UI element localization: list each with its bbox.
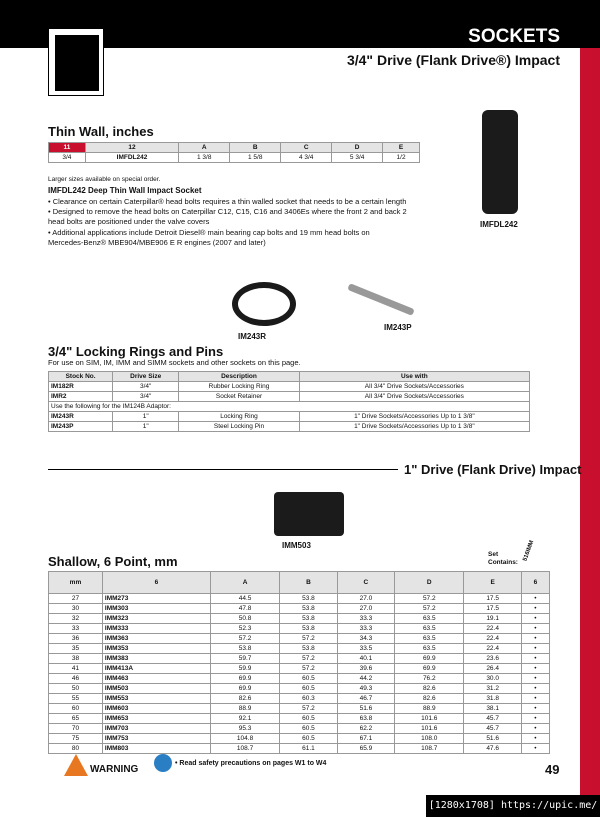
cell: All 3/4" Drive Sockets/Accessories <box>299 392 529 402</box>
cell: 33.3 <box>337 614 394 624</box>
table-row <box>49 704 550 714</box>
cell: IMM463 <box>102 674 210 684</box>
cell: 27.0 <box>337 594 394 604</box>
cell: 80 <box>49 744 103 754</box>
cell: 1" Drive Sockets/Accessories Up to 1 3/8" <box>299 412 529 422</box>
table-row <box>49 694 550 704</box>
product-label: IMFDL242 <box>480 220 518 229</box>
cell: IMM353 <box>102 644 210 654</box>
cell: 65.9 <box>337 744 394 754</box>
cell: 108.7 <box>395 744 464 754</box>
cell: 45.7 <box>464 714 521 724</box>
cell: 63.5 <box>395 614 464 624</box>
safety-note: • Read safety precautions on pages W1 to W4 <box>175 760 327 767</box>
cell: 33 <box>49 624 103 634</box>
cell: 41 <box>49 664 103 674</box>
cell: 17.5 <box>464 604 521 614</box>
cell: • <box>521 624 549 634</box>
table-row <box>49 634 550 644</box>
deep-socket-image <box>482 110 518 214</box>
thin-wall-title: Thin Wall, inches <box>48 124 154 139</box>
cell: 33.5 <box>337 644 394 654</box>
cell: 38.1 <box>464 704 521 714</box>
cell: 32 <box>49 614 103 624</box>
cell: 69.9 <box>395 664 464 674</box>
cell: 63.5 <box>395 644 464 654</box>
locking-ring-image <box>232 282 296 326</box>
cell: 60.5 <box>280 674 337 684</box>
cell: 53.8 <box>280 624 337 634</box>
col-d: D <box>395 572 464 594</box>
cell: • <box>521 734 549 744</box>
cell: 69.9 <box>210 674 279 684</box>
cell: 62.2 <box>337 724 394 734</box>
table-row <box>49 594 550 604</box>
cell: IMM383 <box>102 654 210 664</box>
shallow-body <box>49 594 550 754</box>
cell: IMFDL242 <box>85 153 178 163</box>
cell: • <box>521 634 549 644</box>
cell: 101.6 <box>395 724 464 734</box>
warning-label: WARNING <box>90 764 139 775</box>
cell: 57.2 <box>280 664 337 674</box>
cell: • <box>521 684 549 694</box>
cell: 50.8 <box>210 614 279 624</box>
cell: 67.1 <box>337 734 394 744</box>
hex-11-icon: 11 <box>49 143 86 153</box>
cell: 30 <box>49 604 103 614</box>
cell: 51.6 <box>337 704 394 714</box>
cell: 46.7 <box>337 694 394 704</box>
cell: • <box>521 654 549 664</box>
cell: • <box>521 614 549 624</box>
table-row <box>49 644 550 654</box>
cell: IMM603 <box>102 704 210 714</box>
cell: IMM273 <box>102 594 210 604</box>
cell: 57.2 <box>210 634 279 644</box>
cell: IMM803 <box>102 744 210 754</box>
cell: 19.1 <box>464 614 521 624</box>
cell: 60.5 <box>280 714 337 724</box>
cell: IMM303 <box>102 604 210 614</box>
socket-image <box>274 492 344 536</box>
cell: 101.6 <box>395 714 464 724</box>
cell: 57.2 <box>280 634 337 644</box>
cell: Steel Locking Pin <box>179 422 299 432</box>
cell: 88.9 <box>395 704 464 714</box>
cell: 26.4 <box>464 664 521 674</box>
cell: 53.8 <box>280 644 337 654</box>
shallow-title: Shallow, 6 Point, mm <box>48 554 178 569</box>
cell: 95.3 <box>210 724 279 734</box>
cell: 53.8 <box>280 604 337 614</box>
cell: 44.2 <box>337 674 394 684</box>
cell: 57.2 <box>280 704 337 714</box>
cell: 88.9 <box>210 704 279 714</box>
cell: 39.6 <box>337 664 394 674</box>
col-c: C <box>281 143 332 153</box>
cell: • <box>521 674 549 684</box>
cell: 60.5 <box>280 724 337 734</box>
cell: 75 <box>49 734 103 744</box>
cell: IMM503 <box>102 684 210 694</box>
col-a: A <box>210 572 279 594</box>
cell: 36 <box>49 634 103 644</box>
cell: 23.6 <box>464 654 521 664</box>
col-b: B <box>230 143 281 153</box>
col-drive: Drive Size <box>113 372 179 382</box>
col-stock: Stock No. <box>49 372 113 382</box>
cell: 45.7 <box>464 724 521 734</box>
shallow-table <box>48 571 550 754</box>
page-subtitle: 3/4" Drive (Flank Drive®) Impact <box>346 52 560 68</box>
table-row <box>49 734 550 744</box>
cell: 46 <box>49 674 103 684</box>
adaptor-note: Use the following for the IM124B Adaptor: <box>49 402 530 412</box>
cell: 1 5/8 <box>230 153 281 163</box>
cell: 51.6 <box>464 734 521 744</box>
cell: 108.0 <box>395 734 464 744</box>
cell: 22.4 <box>464 624 521 634</box>
cell: 1" <box>113 412 179 422</box>
divider <box>48 469 398 470</box>
cell: • <box>521 604 549 614</box>
cell: • <box>521 724 549 734</box>
locking-pin-image <box>347 283 415 316</box>
product-title: IMFDL242 Deep Thin Wall Impact Socket <box>48 186 202 195</box>
pin-label: IM243P <box>384 323 412 332</box>
cell: 60.3 <box>280 694 337 704</box>
cell: 17.5 <box>464 594 521 604</box>
cell: 3/4" <box>113 382 179 392</box>
hex-6-icon: 6 <box>102 572 210 594</box>
cell: IM243R <box>49 412 113 422</box>
ring-label: IM243R <box>238 332 267 341</box>
table-row <box>49 604 550 614</box>
thin-wall-table <box>48 142 420 163</box>
col-use: Use with <box>299 372 529 382</box>
cell: All 3/4" Drive Sockets/Accessories <box>299 382 529 392</box>
col-e: E <box>383 143 420 153</box>
col-mm: mm <box>49 572 103 594</box>
cell: 59.7 <box>210 654 279 664</box>
cell: Locking Ring <box>179 412 299 422</box>
cell: 34.3 <box>337 634 394 644</box>
size-note: Larger sizes available on special order. <box>48 176 161 183</box>
cell: 30.0 <box>464 674 521 684</box>
hex-12-icon: 12 <box>85 143 178 153</box>
cell: 1" <box>113 422 179 432</box>
cell: • <box>521 644 549 654</box>
rings-title: 3/4" Locking Rings and Pins <box>48 344 224 359</box>
cell: 82.6 <box>395 694 464 704</box>
cell: IMM363 <box>102 634 210 644</box>
cell: 61.1 <box>280 744 337 754</box>
cell: 5 3/4 <box>332 153 383 163</box>
cell: 1 3/8 <box>179 153 230 163</box>
cell: 57.2 <box>395 594 464 604</box>
cell: 3/4 <box>49 153 86 163</box>
cell: 55 <box>49 694 103 704</box>
cell: 27.0 <box>337 604 394 614</box>
cell: 59.9 <box>210 664 279 674</box>
cell: 57.2 <box>395 604 464 614</box>
cell: 4 3/4 <box>281 153 332 163</box>
cell: IMM333 <box>102 624 210 634</box>
cell: IMM653 <box>102 714 210 724</box>
warning-icon <box>64 754 88 776</box>
cell: • <box>521 694 549 704</box>
col-c: C <box>337 572 394 594</box>
cell: 60.5 <box>280 734 337 744</box>
cell: 33.3 <box>337 624 394 634</box>
cell: IMM553 <box>102 694 210 704</box>
cell: 60 <box>49 704 103 714</box>
cell: 60.5 <box>280 684 337 694</box>
cell: 63.5 <box>395 634 464 644</box>
cell: • <box>521 744 549 754</box>
cell: IMM323 <box>102 614 210 624</box>
cell: 70 <box>49 724 103 734</box>
cell: 53.8 <box>210 644 279 654</box>
bullet: • Additional applications include Detroit Diesel® main bearing cap bolts and 19 mm head bolts on <box>48 228 370 237</box>
cell: 63.8 <box>337 714 394 724</box>
set-name: 516IMM <box>522 539 536 563</box>
cell: 92.1 <box>210 714 279 724</box>
cell: Rubber Locking Ring <box>179 382 299 392</box>
table-row <box>49 624 550 634</box>
cell: 49.3 <box>337 684 394 694</box>
rings-intro: For use on SIM, IM, IMM and SIMM sockets and other sockets on this page. <box>48 358 301 367</box>
cell: 69.9 <box>210 684 279 694</box>
bullet: • Clearance on certain Caterpillar® head bolts requires a thin walled socket that needs to be a certain length <box>48 197 407 206</box>
red-side-bar <box>580 48 600 817</box>
page-number: 49 <box>545 762 560 777</box>
cell: 31.8 <box>464 694 521 704</box>
cell: • <box>521 714 549 724</box>
cell: • <box>521 704 549 714</box>
socket-label: IMM503 <box>282 541 311 550</box>
cell: 3/4" <box>113 392 179 402</box>
table-row <box>49 664 550 674</box>
cell: 52.3 <box>210 624 279 634</box>
col-a: A <box>179 143 230 153</box>
socket-logo <box>48 28 104 96</box>
cell: IM182R <box>49 382 113 392</box>
col-d: D <box>332 143 383 153</box>
cell: Socket Retainer <box>179 392 299 402</box>
cell: 76.2 <box>395 674 464 684</box>
set-contains: Set Contains: <box>488 551 518 566</box>
table-row <box>49 744 550 754</box>
col-desc: Description <box>179 372 299 382</box>
col-e: E <box>464 572 521 594</box>
watermark-stamp: [1280x1708] https://upic.me/ <box>426 795 600 817</box>
col-b: B <box>280 572 337 594</box>
cell: IMM703 <box>102 724 210 734</box>
cell: IMR2 <box>49 392 113 402</box>
cell: 44.5 <box>210 594 279 604</box>
one-inch-title: 1" Drive (Flank Drive) Impact <box>404 462 582 477</box>
cell: 82.6 <box>210 694 279 704</box>
cell: 38 <box>49 654 103 664</box>
cell: IMM413A <box>102 664 210 674</box>
bullet: head bolts are positioned under the valve covers <box>48 217 210 226</box>
cell: IM243P <box>49 422 113 432</box>
cell: 65 <box>49 714 103 724</box>
section-title: SOCKETS <box>468 26 560 47</box>
cell: • <box>521 594 549 604</box>
table-row <box>49 614 550 624</box>
cell: 1" Drive Sockets/Accessories Up to 1 3/8" <box>299 422 529 432</box>
table-row <box>49 654 550 664</box>
cell: • <box>521 664 549 674</box>
safety-goggles-icon <box>154 754 172 772</box>
cell: 82.6 <box>395 684 464 694</box>
cell: 31.2 <box>464 684 521 694</box>
cell: IMM753 <box>102 734 210 744</box>
table-row <box>49 724 550 734</box>
table-row <box>49 714 550 724</box>
cell: 27 <box>49 594 103 604</box>
cell: 108.7 <box>210 744 279 754</box>
cell: 40.1 <box>337 654 394 664</box>
cell: 50 <box>49 684 103 694</box>
cell: 53.8 <box>280 594 337 604</box>
cell: 53.8 <box>280 614 337 624</box>
hex-6-icon: 6 <box>521 572 549 594</box>
rings-table <box>48 371 530 432</box>
cell: 47.6 <box>464 744 521 754</box>
table-row <box>49 674 550 684</box>
cell: 57.2 <box>280 654 337 664</box>
cell: 22.4 <box>464 634 521 644</box>
cell: 35 <box>49 644 103 654</box>
table-row <box>49 684 550 694</box>
cell: 104.8 <box>210 734 279 744</box>
cell: 22.4 <box>464 644 521 654</box>
bullet: Mercedes-Benz® MBE904/MBE906 E R engines (2007 and later) <box>48 238 266 247</box>
cell: 1/2 <box>383 153 420 163</box>
cell: 63.5 <box>395 624 464 634</box>
cell: 47.8 <box>210 604 279 614</box>
bullet: • Designed to remove the head bolts on Caterpillar C12, C15, C16 and 3406Es where the front 2 and back 2 <box>48 207 407 216</box>
cell: 69.9 <box>395 654 464 664</box>
